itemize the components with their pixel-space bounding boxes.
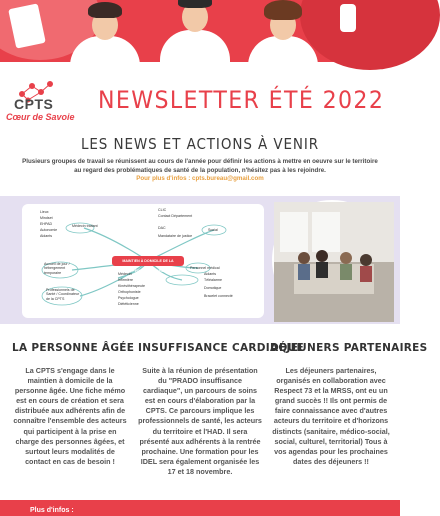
mindmap-node: Domotique (204, 286, 222, 290)
meeting-photo (272, 200, 392, 320)
column-partner-lunches (270, 342, 428, 467)
column-text: Les déjeuners partenaires, organisés en collaboration avec Respect 73 et la MRSS, ont eu un grand succès !! Ils ont permis de faire connaissance avec d'autres acteurs du territoire et d'horizons distincts (sanitaire, médico-social, social, culturel, territorial) Tous à vos agendas pour les prochaines dates des déjeuners !! (272, 366, 390, 466)
contact-prefix: Pour plus d'infos : (136, 175, 193, 182)
column-text: La CPTS s'engage dans le maintien à domicile de la personne âgée. Une fiche mémo est en cours de création et sera distribuée aux adhérents afin de connaître l'ensemble des acteurs qui participent à la prise en charge des personnes âgées, et surtout leurs modalités de contact en cas de besoin ! (13, 366, 127, 466)
mindmap-node: Aidants (40, 234, 52, 238)
mindmap-node: Aidants (204, 272, 216, 276)
mindmap-node: Mindset (40, 216, 53, 220)
mindmap-node: Accueil de jour / hébergement temporaire (44, 262, 70, 275)
column-elderly (12, 342, 135, 467)
mindmap-image (22, 204, 264, 318)
section-intro (22, 158, 378, 184)
mindmap-node: Kinésithérapeute (118, 284, 145, 288)
mindmap-node: Professionnels de Santé / Coordinateur de la CPTS (46, 288, 80, 301)
mindmap-node: Contact Département (158, 214, 193, 218)
mindmap-node: Mandataire de justice (158, 234, 193, 238)
mindmap-center-label: MAINTIEN À DOMICILE DE LA PERSONNE ÂGÉE (112, 256, 184, 266)
newsletter-title: NEWSLETTER ÉTÉ 2022 (98, 86, 385, 114)
mindmap-node: Lieux (40, 210, 49, 214)
mindmap-node: CLIC (158, 208, 167, 212)
section-title: LES NEWS ET ACTIONS À VENIR (80, 135, 320, 153)
mindmap-node: DAC (158, 226, 166, 230)
column-title: DÉJEUNERS PARTENAIRES (270, 342, 428, 354)
contact-email-link[interactable]: cpts.bureau@gmail.com (192, 175, 264, 182)
mindmap-node: Téléalarme (204, 278, 222, 282)
column-title: LA PERSONNE ÂGÉE (12, 342, 135, 354)
mindmap-node: Diététicienne (118, 302, 139, 306)
mindmap-node: EHPAD (40, 222, 53, 226)
mindmap-node: Infirmière (118, 278, 133, 282)
mindmap-node: Orthophoniste (118, 290, 141, 294)
footer-text: Plus d'infos : (30, 507, 74, 514)
mindmap-node: Psychologue (118, 296, 139, 300)
column-title: INSUFFISANCE CARDIAQUE (138, 342, 304, 354)
intro-text: Plusieurs groupes de travail se réunissent au cours de l'année pour définir les actions à mettre en oeuvre sur le territoire au regard des problématiques de santé de la population, n'hésitez pas à les rejoindre. (22, 158, 378, 174)
logo-subtitle: Cœur de Savoie (6, 112, 75, 122)
mindmap-node: Bracelet connecté (204, 294, 233, 298)
column-heart-failure (138, 342, 304, 477)
column-text: Suite à la réunion de présentation du "PRADO insuffisance cardiaque", un parcours de soins est en cours d'élaboration par la CPTS. Ce parcours implique les professionnels de santé, les acteurs du territoire et l'HAD. Il sera présenté aux adhérents à la rentrée prochaine. Une formation pour les IDEL sera également organisée les 17 et 18 novembre. (138, 366, 262, 476)
mindmap-node: Autonomie (40, 228, 58, 232)
header-illustration (0, 0, 400, 62)
mindmap-node: Médecin (118, 272, 132, 276)
logo-text: CPTS (14, 96, 54, 112)
mindmap-node: Social (208, 228, 218, 232)
mindmap-node: Personnel médical (190, 266, 220, 270)
footer-bar (0, 500, 400, 516)
mindmap-node: Médecin traitant (72, 224, 98, 228)
